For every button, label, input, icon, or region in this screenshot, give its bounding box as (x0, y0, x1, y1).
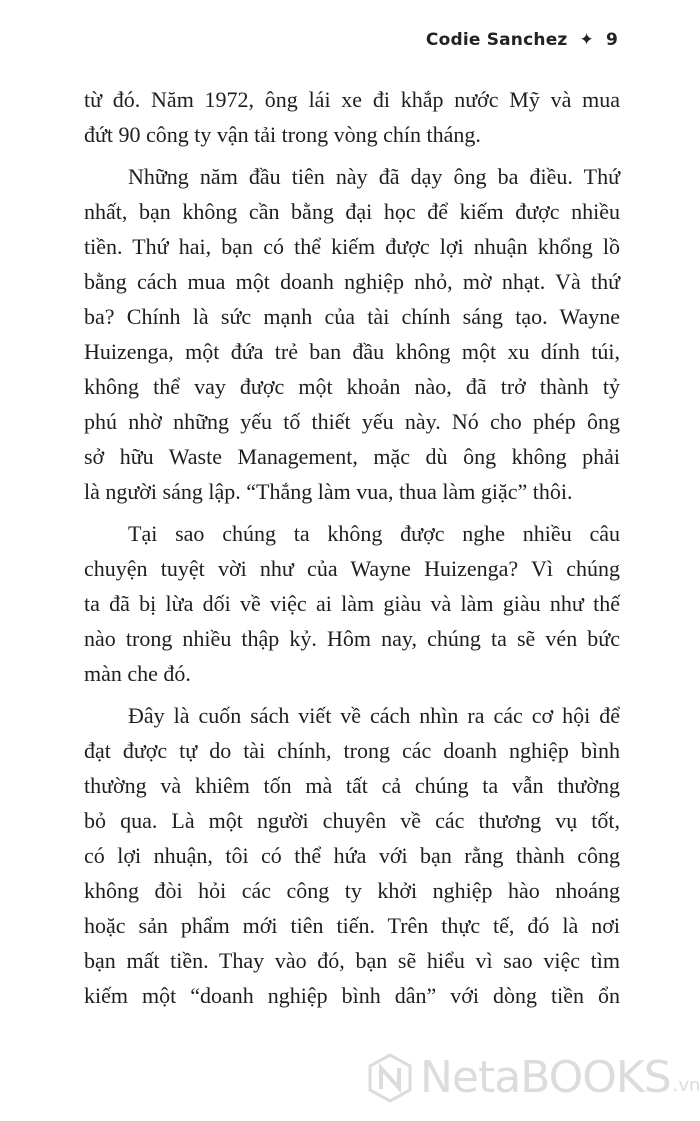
star-separator-icon: ✦ (579, 30, 594, 50)
text-line: không thể vay được một khoản nào, đã trở thành tỷ (84, 374, 620, 399)
watermark-tld: .vn (672, 1075, 700, 1096)
page-body-text (84, 82, 620, 1020)
text-line: không đòi hỏi các công ty khởi nghiệp hào nhoáng (84, 878, 620, 903)
text-line: bằng cách mua một doanh nghiệp nhỏ, mờ nhạt. Và thứ (84, 269, 620, 294)
paragraph (84, 516, 620, 691)
paragraph (84, 698, 620, 1013)
text-line: Những năm đầu tiên này đã dạy ông ba điều. Thứ (128, 164, 620, 189)
running-header (426, 30, 618, 50)
text-line: tiền. Thứ hai, bạn có thể kiếm được lợi nhuận khổng lồ (84, 234, 620, 259)
text-line: sở hữu Waste Management, mặc dù ông không phải (84, 444, 620, 469)
text-line: nào trong nhiều thập kỷ. Hôm nay, chúng ta sẽ vén bức (84, 626, 620, 651)
text-line: chuyện tuyệt vời như của Wayne Huizenga? Vì chúng (84, 556, 620, 581)
text-line: đạt được tự do tài chính, trong các doanh nghiệp bình (84, 738, 620, 763)
text-line: bỏ qua. Là một người chuyên về các thương vụ tốt, (84, 808, 620, 833)
text-line: là người sáng lập. “Thắng làm vua, thua làm giặc” thôi. (84, 479, 573, 504)
text-line: từ đó. Năm 1972, ông lái xe đi khắp nước Mỹ và mua (84, 87, 620, 112)
text-line: có lợi nhuận, tôi có thể hứa với bạn rằng thành công (84, 843, 620, 868)
text-line: Tại sao chúng ta không được nghe nhiều câu (128, 521, 620, 546)
page-number: 9 (605, 30, 618, 50)
watermark-name: NetaBOOKS (420, 1052, 671, 1103)
text-line: đứt 90 công ty vận tải trong vòng chín tháng. (84, 122, 481, 147)
paragraph (84, 82, 620, 152)
watermark (368, 1052, 700, 1103)
text-line: Đây là cuốn sách viết về cách nhìn ra các cơ hội để (128, 703, 620, 728)
text-line: màn che đó. (84, 661, 191, 686)
text-line: thường và khiêm tốn mà tất cả chúng ta vẫn thường (84, 773, 620, 798)
author-name: Codie Sanchez (425, 30, 568, 50)
text-line: ta đã bị lừa dối về việc ai làm giàu và làm giàu như thế (84, 591, 620, 616)
netabooks-logo-icon (368, 1053, 412, 1103)
text-line: bạn mất tiền. Thay vào đó, bạn sẽ hiểu vì sao việc tìm (84, 948, 620, 973)
paragraph (84, 159, 620, 509)
text-line: nhất, bạn không cần bằng đại học để kiếm được nhiều (84, 199, 620, 224)
text-line: Huizenga, một đứa trẻ ban đầu không một xu dính túi, (84, 339, 620, 364)
text-line: ba? Chính là sức mạnh của tài chính sáng tạo. Wayne (84, 304, 620, 329)
text-line: phú nhờ những yếu tố thiết yếu này. Nó cho phép ông (84, 409, 620, 434)
text-line: hoặc sản phẩm mới tiên tiến. Trên thực tế, đó là nơi (84, 913, 620, 938)
text-line: kiếm một “doanh nghiệp bình dân” với dòng tiền ổn (84, 983, 620, 1008)
